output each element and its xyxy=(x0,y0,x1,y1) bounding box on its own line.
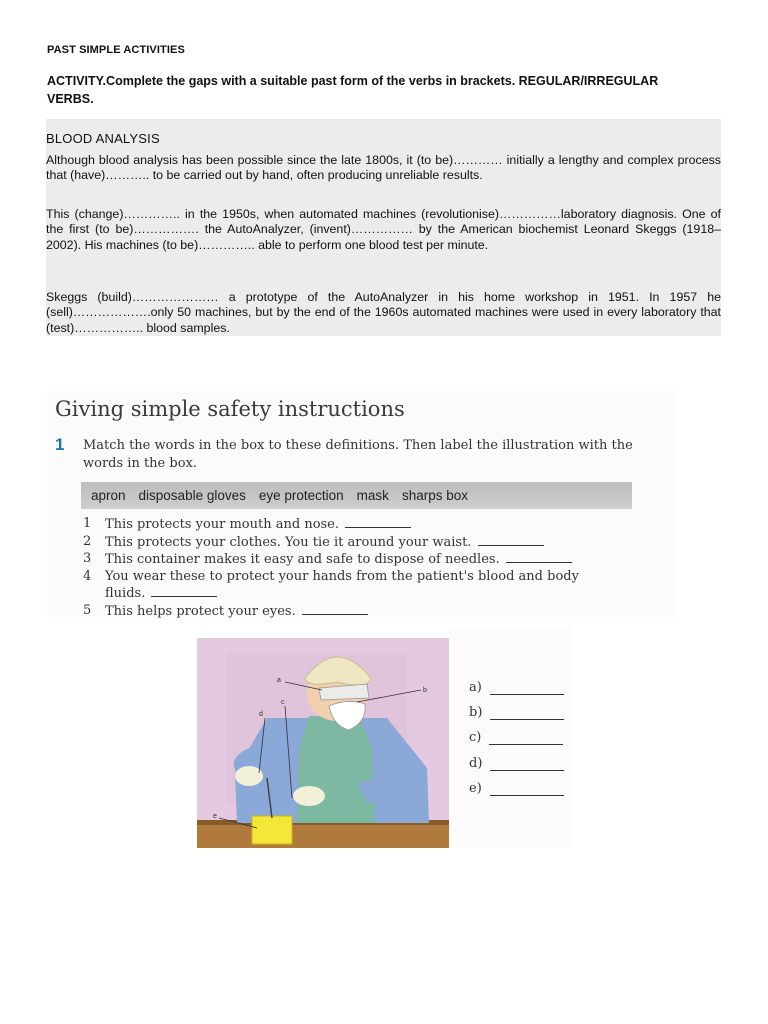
answer-blank[interactable] xyxy=(302,603,368,615)
item-text: This protects your mouth and nose. xyxy=(105,517,340,532)
answer-blank[interactable] xyxy=(478,534,544,546)
illustration-label: a xyxy=(277,677,281,684)
word-box-item: sharps box xyxy=(401,488,468,503)
list-item xyxy=(83,516,643,534)
answer-blank[interactable] xyxy=(489,734,563,745)
illustration-label: e xyxy=(213,813,217,820)
activity-text: Complete the gaps with a suitable past form of the verbs in brackets. REGULAR/IRREGULAR VERBS. xyxy=(47,74,659,106)
exercise-instruction: Match the words in the box to these definitions. Then label the illustration with the words in the box. xyxy=(83,438,633,471)
item-text: This container makes it easy and safe to dispose of needles. xyxy=(105,552,500,568)
answer-blank[interactable] xyxy=(490,684,564,695)
answer-blank[interactable] xyxy=(490,760,564,771)
item-text-cont: fluids. xyxy=(105,586,146,602)
word-box-item: eye protection xyxy=(258,488,344,503)
exercise-number: 1 xyxy=(55,435,65,454)
answer-label: b) xyxy=(469,705,483,720)
nurse-drawing xyxy=(197,638,449,848)
item-number: 1 xyxy=(83,516,92,531)
answer-label: c) xyxy=(469,730,482,745)
answer-label: e) xyxy=(469,781,482,796)
word-box xyxy=(81,482,632,509)
item-text: This protects your clothes. You tie it around your waist. xyxy=(105,534,472,550)
activity-instructions xyxy=(47,72,707,108)
item-text: You wear these to protect your hands from the patient's blood and body xyxy=(105,568,579,584)
answer-lines xyxy=(449,628,571,848)
list-item xyxy=(83,569,643,603)
paragraph: Although blood analysis has been possible since the late 1800s, it (to be)………… initially a lengthy and complex process that (have)……….. to be carried out by hand, often producing unreliable results. xyxy=(46,153,721,183)
blood-analysis-section xyxy=(46,119,721,336)
item-number: 2 xyxy=(83,533,92,549)
answer-row xyxy=(469,730,563,745)
answer-blank[interactable] xyxy=(506,551,572,563)
word-box-item: apron xyxy=(91,488,126,503)
nurse-illustration xyxy=(197,638,449,848)
item-number: 4 xyxy=(83,568,92,584)
answer-label: a) xyxy=(469,680,482,695)
section-heading: BLOOD ANALYSIS xyxy=(46,131,160,146)
answer-row xyxy=(469,680,564,695)
item-text: This helps protect your eyes. xyxy=(105,603,296,619)
word-box-item: mask xyxy=(356,488,389,503)
illustration-label: d xyxy=(259,711,263,718)
answer-blank[interactable] xyxy=(490,709,564,720)
list-item xyxy=(83,603,643,621)
textbook-title: Giving simple safety instructions xyxy=(55,397,405,421)
answer-label: d) xyxy=(469,756,483,771)
definition-list xyxy=(83,516,643,621)
paragraph: Skeggs (build)………………… a prototype of the AutoAnalyzer in his home workshop in 1951. In 1957 he (sell)……………….only 50 machines, but by the end of the 1960s automated machines were used in every laboratory that (test)…………….. blood samples. xyxy=(46,290,721,335)
answer-blank[interactable] xyxy=(490,785,564,796)
page-title: PAST SIMPLE ACTIVITIES xyxy=(47,44,185,56)
activity-label: ACTIVITY. xyxy=(47,74,107,88)
answer-row xyxy=(469,705,564,720)
illustration-label: b xyxy=(423,687,427,694)
answer-blank[interactable] xyxy=(345,516,411,528)
list-item xyxy=(83,551,643,569)
paragraph: This (change)………….. in the 1950s, when automated machines (revolutionise)……………laboratory diagnosis. One of the first (to be)……………. the AutoAnalyzer, (invent)…………… by the American biochemist Leonard Skeggs (1918–2002). His machines (to be)………….. able to perform one blood test per minute. xyxy=(46,207,721,252)
illustration-label: c xyxy=(281,699,285,706)
item-number: 5 xyxy=(83,602,92,618)
word-box-item: disposable gloves xyxy=(138,488,246,503)
answer-row xyxy=(469,781,564,796)
answer-row xyxy=(469,756,564,771)
item-number: 3 xyxy=(83,551,92,567)
list-item xyxy=(83,534,643,552)
textbook-excerpt xyxy=(47,391,676,617)
answer-blank[interactable] xyxy=(151,585,217,597)
